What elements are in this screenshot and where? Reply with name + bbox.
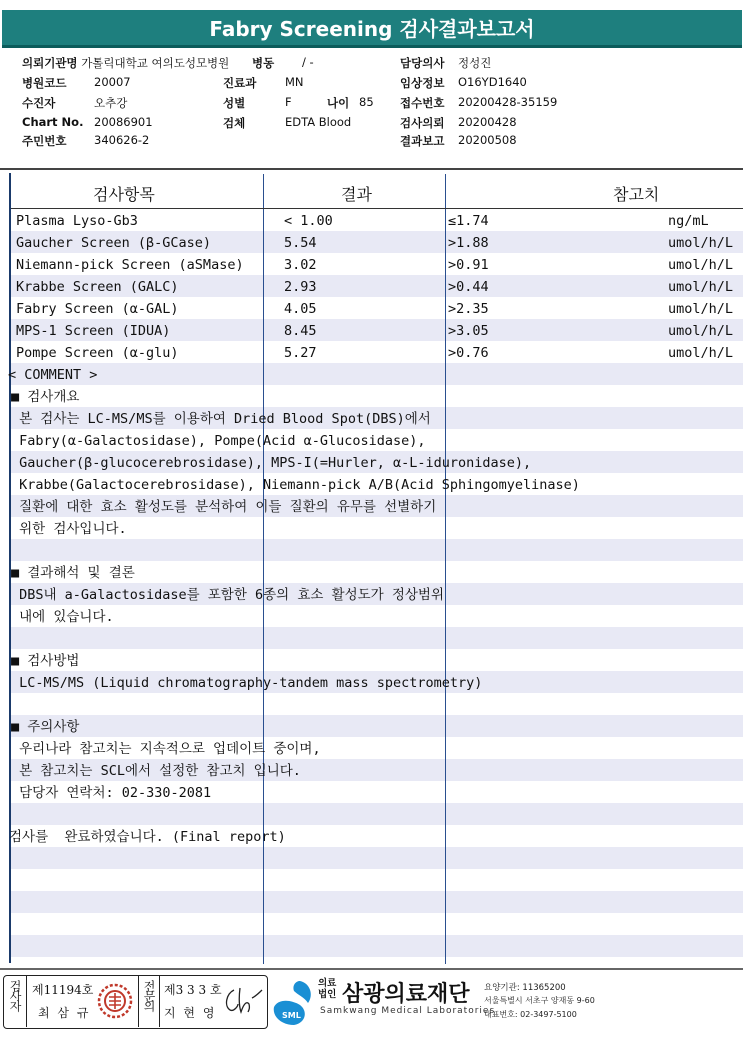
- section-heading-notes: ■ 주의사항: [11, 719, 80, 735]
- signature: [222, 984, 264, 1021]
- comment-header: < COMMENT >: [8, 367, 98, 383]
- row-reference: ≤1.74: [448, 213, 489, 229]
- ward-label: 병동: [252, 56, 275, 70]
- row-reference: >0.44: [448, 279, 489, 295]
- chart-field: [22, 115, 153, 129]
- request-value: 20200428: [458, 115, 517, 129]
- row-reference: >1.88: [448, 235, 489, 251]
- row-result: 4.05: [284, 301, 317, 317]
- report-label: 결과보고: [400, 134, 445, 148]
- comment-line: 우리나라 참고치는 지속적으로 업데이트 중이며,: [11, 741, 321, 757]
- tester-name: 최 삼 규: [38, 1006, 91, 1020]
- row-unit: ng/mL: [668, 213, 709, 229]
- institution-value: 가톨릭대학교 여의도성모병원: [81, 56, 230, 70]
- specialist-role: 전문의: [142, 980, 156, 1010]
- institution-field: [22, 55, 229, 71]
- logo-text: SML: [282, 1011, 301, 1020]
- receipt-label: 접수번호: [400, 96, 445, 110]
- header-test-item: 검사항목: [93, 185, 155, 204]
- tester-role: 검사자: [8, 980, 22, 1010]
- header-divider: [0, 168, 743, 170]
- patient-field: [22, 95, 128, 111]
- receipt-value: 20200428-35159: [458, 95, 558, 109]
- org-english-name: Samkwang Medical Laboratories: [320, 1006, 496, 1016]
- stripe: [11, 847, 743, 869]
- row-item: Gaucher Screen (β-GCase): [16, 235, 212, 251]
- comment-line: 본 검사는 LC-MS/MS를 이용하여 Dried Blood Spot(DBS)에서: [11, 411, 431, 427]
- clinical-value: O16YD1640: [458, 75, 527, 89]
- stripe: [11, 891, 743, 913]
- provider-code: 요양기관: 11365200: [484, 983, 566, 993]
- signature-box: [3, 975, 268, 1029]
- ward-value: / -: [302, 55, 314, 69]
- row-reference: >0.76: [448, 345, 489, 361]
- seal-stamp: [96, 982, 134, 1020]
- age-value: 85: [359, 95, 374, 109]
- ward-field: [252, 55, 314, 71]
- clinical-label: 임상정보: [400, 76, 445, 90]
- comment-line: [11, 540, 743, 562]
- rrn-field: [22, 133, 150, 149]
- age-field: [327, 95, 374, 111]
- row-result: 5.27: [284, 345, 317, 361]
- chart-label: Chart No.: [22, 115, 84, 129]
- comment-line: 질환에 대한 효소 활성도를 분석하여 이들 질환의 유무를 선별하기: [11, 499, 437, 515]
- final-report-line: 검사를 완료하였습니다. (Final report): [9, 829, 286, 845]
- report-title: Fabry Screening 검사결과보고서: [2, 10, 742, 48]
- dept-field: [223, 75, 304, 91]
- table-row: [16, 276, 743, 298]
- row-result: 8.45: [284, 323, 317, 339]
- row-reference: >2.35: [448, 301, 489, 317]
- corp-label-text: 의료법인: [318, 978, 337, 1000]
- comment-line: 내에 있습니다.: [11, 609, 114, 625]
- stripe: [11, 935, 743, 957]
- comment-line: 본 참고치는 SCL에서 설정한 참고치 입니다.: [11, 763, 301, 779]
- hospital-code-value: 20007: [94, 75, 131, 89]
- org-name: 삼광의료재단: [342, 982, 470, 1007]
- hospital-code-label: 병원코드: [22, 76, 67, 90]
- hospital-code-field: [22, 75, 131, 91]
- divider: [138, 976, 139, 1027]
- contact-line: 담당자 연락처: 02-330-2081: [11, 785, 212, 801]
- row-unit: umol/h/L: [668, 257, 734, 273]
- specialist-name: 지 현 영: [164, 1006, 217, 1020]
- footer-divider: [0, 968, 743, 970]
- sml-logo-icon: [270, 977, 316, 1027]
- comment-line: [11, 628, 743, 650]
- comment-line: Krabbe(Galactocerebrosidase), Niemann-pick A/B(Acid Sphingomyelinase): [11, 477, 580, 493]
- row-unit: umol/h/L: [668, 279, 734, 295]
- patient-value: 오추강: [94, 96, 128, 110]
- corp-label: [318, 978, 338, 1000]
- row-unit: umol/h/L: [668, 301, 734, 317]
- dept-label: 진료과: [223, 76, 257, 90]
- table-row: [16, 320, 743, 342]
- dept-value: MN: [285, 75, 304, 89]
- row-reference: >3.05: [448, 323, 489, 339]
- organization-logo: [270, 975, 740, 1029]
- sex-value: F: [285, 95, 292, 109]
- report-value: 20200508: [458, 133, 517, 147]
- doctor-value: 정성진: [458, 56, 492, 70]
- row-item: Pompe Screen (α-glu): [16, 345, 179, 361]
- comment-line: [11, 694, 743, 716]
- patient-label: 수진자: [22, 96, 56, 110]
- section-heading-overview: ■ 검사개요: [11, 389, 80, 405]
- specimen-label: 검체: [223, 116, 246, 130]
- doctor-label: 담당의사: [400, 56, 445, 70]
- row-item: MPS-1 Screen (IDUA): [16, 323, 171, 339]
- rrn-value: 340626-2: [94, 133, 150, 147]
- request-field: [400, 115, 517, 131]
- address: 서울특별시 서초구 양재동 9-60: [484, 996, 595, 1005]
- tester-license: 제11194호: [32, 983, 94, 997]
- comment-line: Gaucher(β-glucocerebrosidase), MPS-I(=Hurler, α-L-iduronidase),: [11, 455, 532, 471]
- section-heading-interpretation: ■ 결과해석 및 결론: [11, 565, 135, 581]
- comment-line: Fabry(α-Galactosidase), Pompe(Acid α-Glucosidase),: [11, 433, 426, 449]
- row-item: Niemann-pick Screen (aSMase): [16, 257, 244, 273]
- row-unit: umol/h/L: [668, 345, 734, 361]
- row-result: 5.54: [284, 235, 317, 251]
- rrn-label: 주민번호: [22, 134, 67, 148]
- divider: [159, 976, 160, 1027]
- request-label: 검사의뢰: [400, 116, 445, 130]
- comment-line: DBS내 a-Galactosidase를 포함한 6종의 효소 활성도가 정상범위: [11, 587, 445, 603]
- comment-line: 위한 검사입니다.: [11, 521, 127, 537]
- row-result: 2.93: [284, 279, 317, 295]
- seal-icon: [96, 982, 134, 1020]
- signature-icon: [222, 984, 264, 1018]
- table-row: [16, 298, 743, 320]
- receipt-field: [400, 95, 558, 111]
- row-result: 3.02: [284, 257, 317, 273]
- row-item: Plasma Lyso-Gb3: [16, 213, 138, 229]
- specialist-license: 제3 3 3 호: [164, 983, 222, 997]
- clinical-field: [400, 75, 527, 91]
- results-table-header: [11, 176, 743, 209]
- section-heading-method: ■ 검사방법: [11, 653, 80, 669]
- sex-label: 성별: [223, 96, 246, 110]
- table-row: [16, 232, 743, 254]
- comment-line: LC-MS/MS (Liquid chromatography-tandem mass spectrometry): [11, 675, 483, 691]
- specimen-value: EDTA Blood: [285, 115, 352, 129]
- table-row: [16, 254, 743, 276]
- institution-label: 의뢰기관명: [22, 56, 78, 70]
- sex-field: [223, 95, 292, 111]
- table-row: [16, 342, 743, 364]
- phone: 대표번호: 02-3497-5100: [484, 1010, 577, 1019]
- row-unit: umol/h/L: [668, 323, 734, 339]
- row-reference: >0.91: [448, 257, 489, 273]
- chart-value: 20086901: [94, 115, 153, 129]
- comment-line: [11, 804, 743, 826]
- doctor-field: [400, 55, 492, 71]
- header-result: 결과: [341, 185, 372, 204]
- report-field: [400, 133, 517, 149]
- row-result: < 1.00: [284, 213, 333, 229]
- specimen-field: [223, 115, 352, 131]
- age-label: 나이: [327, 96, 350, 110]
- divider: [26, 976, 27, 1027]
- row-unit: umol/h/L: [668, 235, 734, 251]
- row-item: Krabbe Screen (GALC): [16, 279, 179, 295]
- header-reference: 참고치: [613, 185, 660, 204]
- row-item: Fabry Screen (α-GAL): [16, 301, 179, 317]
- patient-info: [22, 55, 737, 155]
- table-row: [16, 210, 743, 232]
